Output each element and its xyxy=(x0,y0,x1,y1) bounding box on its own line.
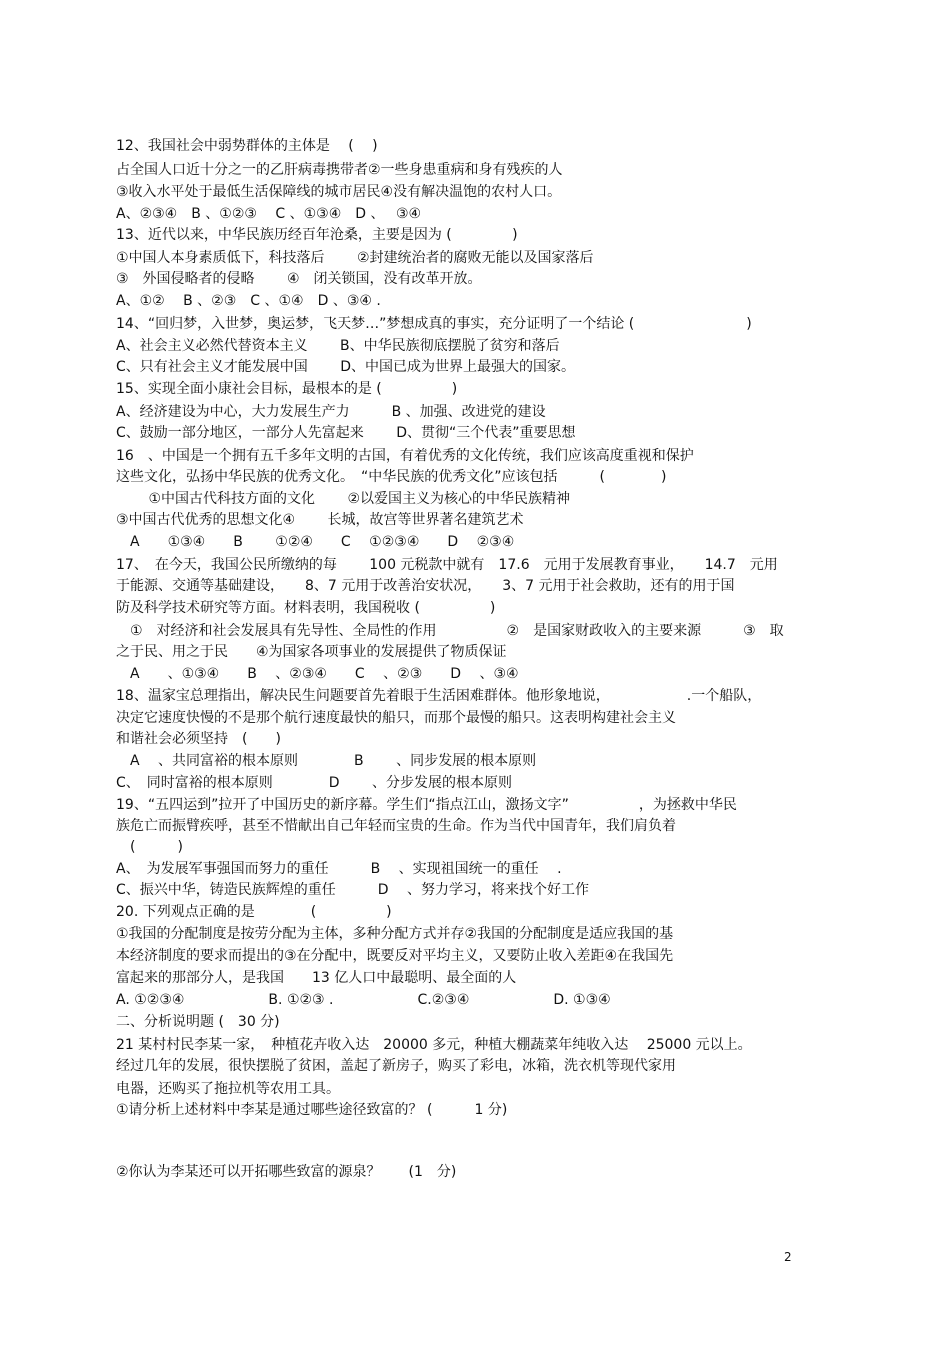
text-line: 16 、中国是一个拥有五千多年文明的古国，有着优秀的文化传统，我们应该高度重视和保护 xyxy=(116,448,694,464)
text-line: 20. 下列观点正确的是 ( ) xyxy=(116,904,392,920)
text-line: 占全国人口近十分之一的乙肝病毒携带者②一些身患重病和身有残疾的人 xyxy=(116,162,563,178)
text-line: A ①③④ B ①②④ C ①②③④ D ②③④ xyxy=(116,534,515,550)
text-line: 本经济制度的要求而提出的③在分配中，既要反对平均主义，又要防止收入差距④在我国先 xyxy=(116,948,674,964)
text-line: C、只有社会主义才能发展中国 D、中国已成为世界上最强大的国家。 xyxy=(116,359,576,375)
text-line: C、 同时富裕的根本原则 D 、分步发展的根本原则 xyxy=(116,775,513,791)
text-line: 12、我国社会中弱势群体的主体是 ( ) xyxy=(116,138,378,154)
text-line: 之于民、用之于民 ④为国家各项事业的发展提供了物质保证 xyxy=(116,644,507,660)
text-line: A 、①③④ B 、②③④ C 、②③ D 、③④ xyxy=(116,666,519,682)
text-line: C、振兴中华，铸造民族辉煌的重任 D 、努力学习，将来找个好工作 xyxy=(116,882,590,898)
text-line: ③收入水平处于最低生活保障线的城市居民④没有解决温饱的农村人口。 xyxy=(116,184,562,200)
text-line: ① 对经济和社会发展具有先导性、全局性的作用 ② 是国家财政收入的主要来源 ③ 取 xyxy=(116,623,784,639)
text-line: 富起来的那部分人，是我国 13 亿人口中最聪明、最全面的人 xyxy=(116,970,517,986)
text-line: ③中国古代优秀的思想文化④ 长城，故宫等世界著名建筑艺术 xyxy=(116,512,524,528)
text-line: C、鼓励一部分地区，一部分人先富起来 D、贯彻“三个代表”重要思想 xyxy=(116,425,576,441)
page-number: 2 xyxy=(784,1250,792,1264)
text-line: 经过几年的发展，很快摆脱了贫困，盖起了新房子，购买了彩电，冰箱，洗衣机等现代家用 xyxy=(116,1058,676,1074)
text-line: A、社会主义必然代替资本主义 B、中华民族彻底摆脱了贫穷和落后 xyxy=(116,338,560,354)
text-line: ①中国人本身素质低下，科技落后 ②封建统治者的腐败无能以及国家落后 xyxy=(116,250,594,266)
text-line: A、②③④ B 、①②③ C 、①③④ D 、 ③④ xyxy=(116,206,422,222)
text-line: 防及科学技术研究等方面。材料表明，我国税收 ( ) xyxy=(116,600,496,616)
text-line: 和谐社会必须坚持 ( ) xyxy=(116,731,281,747)
text-line: ②你认为李某还可以开拓哪些致富的源泉？ (1 分) xyxy=(116,1164,457,1180)
text-line: A、①② B 、②③ C 、①④ D 、③④ . xyxy=(116,293,381,309)
text-line: 二、分析说明题 ( 30 分) xyxy=(116,1014,280,1030)
text-line: 这些文化，弘扬中华民族的优秀文化。 “中华民族的优秀文化”应该包括 ( ) xyxy=(116,469,667,485)
text-line: A. ①②③④ B. ①②③ . C.②③④ D. ①③④ xyxy=(116,992,611,1008)
text-line: 19、“五四运到”拉开了中国历史的新序幕。学生们“指点江山，激扬文字” ，为拯救中华民 xyxy=(116,797,737,813)
text-line: A、经济建设为中心，大力发展生产力 B 、加强、改进党的建设 xyxy=(116,404,546,420)
text-line: 电器，还购买了拖拉机等农用工具。 xyxy=(116,1081,340,1097)
text-line: 21 某村村民李某一家， 种植花卉收入达 20000 多元，种植大棚蔬菜年纯收入达 25000 元以上。 xyxy=(116,1037,752,1053)
text-line: 族危亡而振臂疾呼，甚至不惜献出自己年轻而宝贵的生命。作为当代中国青年，我们肩负着 xyxy=(116,818,676,834)
text-line: A、 为发展军事强国而努力的重任 B 、实现祖国统一的重任 . xyxy=(116,861,562,877)
text-line: 15、实现全面小康社会目标，最根本的是 ( ) xyxy=(116,381,458,397)
text-line: ( ) xyxy=(116,839,183,855)
text-line: 17、 在今天，我国公民所缴纳的每 100 元税款中就有 17.6 元用于发展教育事业， 14.7 元用 xyxy=(116,557,778,573)
text-line: 决定它速度快慢的不是那个航行速度最快的船只，而那个最慢的船只。这表明构建社会主义 xyxy=(116,710,676,726)
text-line: 于能源、交通等基础建设， 8、7 元用于改善治安状况， 3、7 元用于社会救助，还有的用于国 xyxy=(116,578,735,594)
text-line: 18、温家宝总理指出，解决民生问题要首先着眼于生活困难群体。他形象地说， .一个船队， xyxy=(116,688,762,704)
text-line: A 、共同富裕的根本原则 B 、同步发展的根本原则 xyxy=(116,753,537,769)
text-line: ①请分析上述材料中李某是通过哪些途径致富的？ ( 1 分) xyxy=(116,1102,508,1118)
text-line: 14、“回归梦，入世梦，奥运梦，飞天梦…”梦想成真的事实，充分证明了一个结论 ( ) xyxy=(116,316,752,332)
text-line: 13、近代以来，中华民族历经百年沧桑，主要是因为 ( ) xyxy=(116,227,518,243)
text-line: ①我国的分配制度是按劳分配为主体，多种分配方式并存②我国的分配制度是适应我国的基 xyxy=(116,926,674,942)
text-line: ③ 外国侵略者的侵略 ④ 闭关锁国，没有改革开放。 xyxy=(116,271,482,287)
text-line: ①中国古代科技方面的文化 ②以爱国主义为核心的中华民族精神 xyxy=(116,491,571,507)
